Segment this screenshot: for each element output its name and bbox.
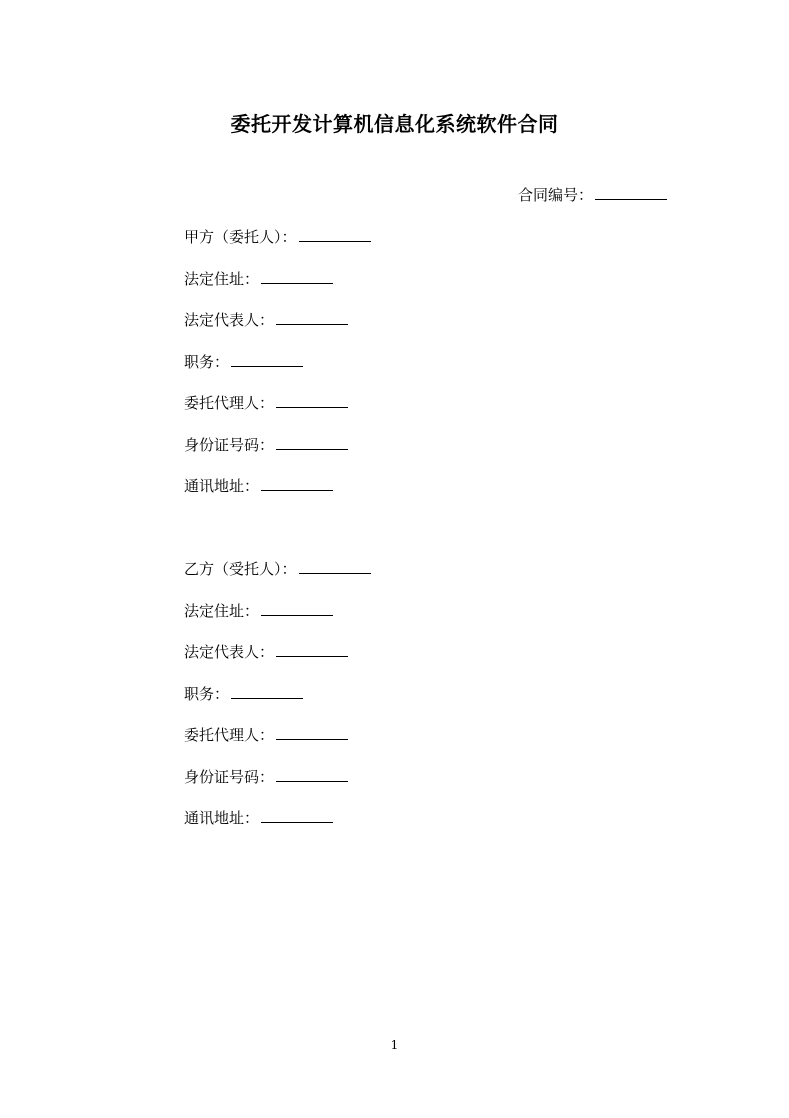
party-a-address-label: 法定住址： (184, 269, 260, 288)
party-b-agent-label: 委托代理人： (184, 726, 275, 744)
party-a-id-number-label: 身份证号码： (184, 435, 275, 454)
party-a-agent-label: 委托代理人： (184, 394, 275, 412)
party-a-address-row (184, 269, 371, 311)
party-b-id-number-row (184, 767, 371, 809)
party-a-section (184, 227, 371, 518)
party-b-name-blank (299, 559, 371, 574)
party-b-id-number-label: 身份证号码： (184, 767, 275, 786)
party-b-name-label: 乙方（受托人）： (184, 560, 297, 578)
party-a-mailing-address-label: 通讯地址： (184, 477, 260, 495)
party-a-legal-rep-row (184, 310, 371, 352)
party-a-mailing-address-blank (261, 476, 333, 491)
party-a-agent-row (184, 393, 371, 435)
party-b-legal-rep-label: 法定代表人： (184, 643, 275, 661)
party-a-mailing-address-row (184, 476, 371, 518)
party-a-id-number-row (184, 435, 371, 477)
party-a-legal-rep-label: 法定代表人： (184, 311, 275, 329)
party-a-position-label: 职务： (184, 352, 230, 371)
party-b-position-blank (231, 684, 303, 699)
party-b-address-row (184, 601, 371, 643)
party-b-id-number-blank (276, 767, 348, 782)
party-a-position-blank (231, 352, 303, 367)
party-a-name-row (184, 227, 371, 269)
party-b-address-blank (261, 601, 333, 616)
party-b-section (184, 559, 371, 850)
party-a-address-blank (261, 269, 333, 284)
party-a-position-row (184, 352, 371, 394)
party-a-id-number-blank (276, 435, 348, 450)
party-b-position-row (184, 684, 371, 726)
party-b-name-row (184, 559, 371, 601)
party-b-legal-rep-blank (276, 642, 348, 657)
party-a-name-blank (299, 227, 371, 242)
page-number: 1 (390, 1038, 399, 1052)
party-a-name-label: 甲方（委托人）： (184, 228, 297, 246)
contract-number-field (518, 184, 667, 205)
party-a-agent-blank (276, 393, 348, 408)
document-title: 委托开发计算机信息化系统软件合同 (230, 112, 559, 136)
contract-number-blank (595, 185, 667, 200)
party-b-mailing-address-label: 通讯地址： (184, 809, 260, 827)
party-b-legal-rep-row (184, 642, 371, 684)
party-b-address-label: 法定住址： (184, 601, 260, 620)
party-b-mailing-address-row (184, 808, 371, 850)
party-b-mailing-address-blank (261, 808, 333, 823)
party-b-agent-blank (276, 725, 348, 740)
party-a-legal-rep-blank (276, 310, 348, 325)
party-b-agent-row (184, 725, 371, 767)
party-b-position-label: 职务： (184, 684, 230, 703)
contract-number-label: 合同编号： (518, 186, 594, 204)
